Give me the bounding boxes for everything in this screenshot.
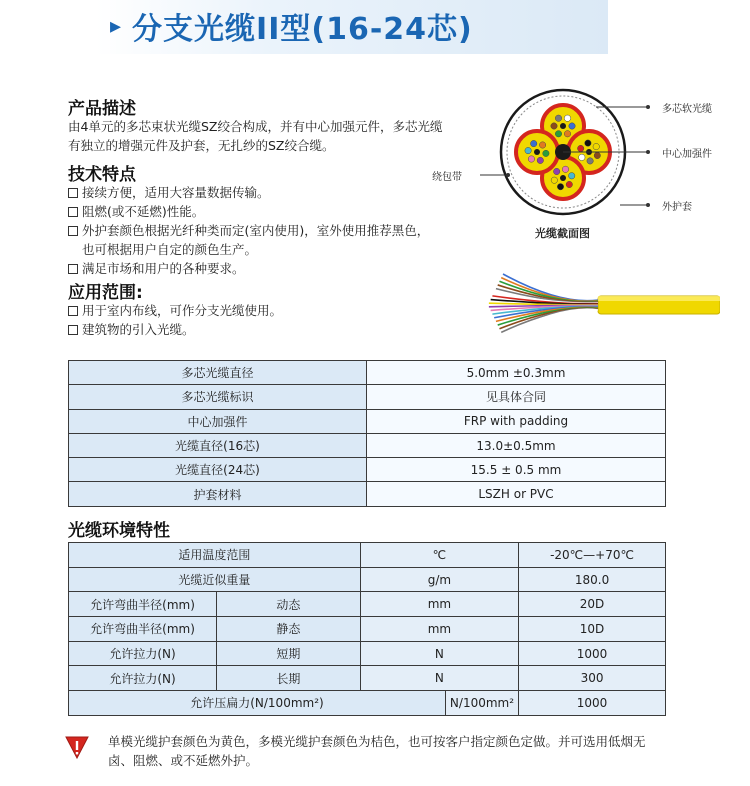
warning-icon (64, 734, 90, 760)
diagram-caption: 光缆截面图 (535, 227, 590, 240)
table-row (69, 433, 666, 457)
env-cond: 静态 (217, 617, 361, 642)
env-value: 180.0 (519, 567, 666, 592)
applications-heading: 应用范围: (68, 283, 143, 303)
fiber (525, 147, 531, 153)
fiber (578, 145, 584, 151)
fiber (551, 123, 557, 129)
env-value: 1000 (519, 691, 666, 716)
unit-strength-member (534, 149, 540, 155)
env-label: 允许弯曲半径(mm) (69, 617, 217, 642)
spec-key: 中心加强件 (69, 409, 367, 433)
fiber (579, 154, 585, 160)
checkbox-icon (68, 306, 78, 316)
table-row (69, 361, 666, 385)
env-unit: N (360, 666, 518, 691)
table-row (69, 691, 666, 716)
spec-key: 光缆直径(16芯) (69, 433, 367, 457)
env-table (68, 542, 666, 716)
leader-dot (506, 173, 510, 177)
feature-continuation: 也可根据用户自定的颜色生产。 (82, 242, 258, 257)
table-row (69, 409, 666, 433)
fiber (569, 123, 575, 129)
unit-strength-member (560, 123, 566, 129)
table-row (69, 543, 666, 568)
fiber (555, 131, 561, 137)
description-heading: 产品描述 (68, 99, 136, 119)
spec-key: 多芯光缆直径 (69, 361, 367, 385)
fiber (594, 152, 600, 158)
cable-photo (480, 270, 720, 340)
env-cond: 动态 (217, 592, 361, 617)
fiber (554, 168, 560, 174)
env-unit: ℃ (360, 543, 518, 568)
table-row (69, 567, 666, 592)
application-item: 建筑物的引入光缆。 (68, 320, 195, 339)
table-row (69, 617, 666, 642)
note-text: 单模光缆护套颜色为黄色，多模光缆护套颜色为桔色，也可按客户指定颜色定做。并可选用低烟无卤、阻燃、或不延燃外护。 (108, 734, 646, 768)
spec-table (68, 360, 666, 507)
env-value: 20D (519, 592, 666, 617)
fiber (557, 184, 563, 190)
table-row (69, 385, 666, 409)
env-unit: N (360, 641, 518, 666)
page-title (110, 6, 473, 46)
application-item: 用于室内布线，可作分支光缆使用。 (68, 301, 282, 320)
checkbox-icon (68, 325, 78, 335)
fiber (564, 131, 570, 137)
env-cond: 长期 (217, 666, 361, 691)
label-outer-jacket: 外护套 (662, 202, 692, 213)
fiber (564, 115, 570, 121)
description-line-1: 由4单元的多芯束状光缆SZ绞合构成，并有中心加强元件，多芯光缆 (68, 119, 443, 134)
spec-key: 多芯光缆标识 (69, 385, 367, 409)
env-label: 允许拉力(N) (69, 666, 217, 691)
cable-highlight (598, 296, 720, 301)
table-row (69, 458, 666, 482)
fiber (537, 157, 543, 163)
fiber (585, 140, 591, 146)
env-unit: N/100mm² (445, 691, 518, 716)
label-center-strength: 中心加强件 (662, 149, 712, 160)
spec-value: FRP with padding (367, 409, 666, 433)
table-row (69, 666, 666, 691)
fiber (587, 158, 593, 164)
spec-key: 光缆直径(24芯) (69, 458, 367, 482)
feature-item: 阻燃(或不延燃)性能。 (68, 202, 204, 221)
spec-value: 13.0±0.5mm (367, 433, 666, 457)
label-wrap-tape: 绕包带 (432, 172, 462, 183)
leader-dot (646, 105, 650, 109)
env-unit: mm (360, 617, 518, 642)
env-value: 10D (519, 617, 666, 642)
env-heading: 光缆环境特性 (68, 521, 170, 541)
spec-key: 护套材料 (69, 482, 367, 506)
feature-item: 满足市场和用户的各种要求。 (68, 259, 245, 278)
spec-value: LSZH or PVC (367, 482, 666, 506)
spec-value: 见具体合同 (367, 385, 666, 409)
env-label: 允许弯曲半径(mm) (69, 592, 217, 617)
checkbox-icon (68, 207, 78, 217)
spec-value: 15.5 ± 0.5 mm (367, 458, 666, 482)
env-value: 1000 (519, 641, 666, 666)
spec-value: 5.0mm ±0.3mm (367, 361, 666, 385)
fiber (531, 140, 537, 146)
env-label: 光缆近似重量 (69, 567, 361, 592)
description-line-2: 有独立的增强元件及护套，无扎纱的SZ绞合缆。 (68, 138, 335, 153)
cable-cross-section-diagram (420, 85, 750, 245)
table-row (69, 641, 666, 666)
env-cond: 短期 (217, 641, 361, 666)
checkbox-icon (68, 226, 78, 236)
fiber (569, 173, 575, 179)
fiber (543, 150, 549, 156)
fiber (528, 156, 534, 162)
fiber (555, 115, 561, 121)
leader-dot (646, 203, 650, 207)
fiber (566, 181, 572, 187)
fiber (562, 166, 568, 172)
env-label: 允许拉力(N) (69, 641, 217, 666)
env-label: 适用温度范围 (69, 543, 361, 568)
page-title-text: 分支光缆II型(16-24芯) (132, 12, 473, 47)
fiber (539, 142, 545, 148)
unit-strength-member (560, 175, 566, 181)
env-value: 300 (519, 666, 666, 691)
features-heading: 技术特点 (68, 165, 136, 185)
title-marker-icon: ▸ (110, 13, 123, 39)
env-value: -20℃—+70℃ (519, 543, 666, 568)
checkbox-icon (68, 188, 78, 198)
table-row (69, 592, 666, 617)
checkbox-icon (68, 264, 78, 274)
leader-dot (646, 150, 650, 154)
env-unit: g/m (360, 567, 518, 592)
fiber (593, 143, 599, 149)
env-label: 允许压扁力(N/100mm²) (69, 691, 446, 716)
fiber (551, 177, 557, 183)
label-multi-core: 多芯软光缆 (662, 104, 712, 115)
feature-item: 接续方便，适用大容量数据传输。 (68, 183, 270, 202)
env-unit: mm (360, 592, 518, 617)
table-row (69, 482, 666, 506)
feature-item: 外护套颜色根据光纤种类而定(室内使用)，室外使用推荐黑色， (68, 221, 429, 240)
cable-photo-svg (480, 270, 720, 340)
